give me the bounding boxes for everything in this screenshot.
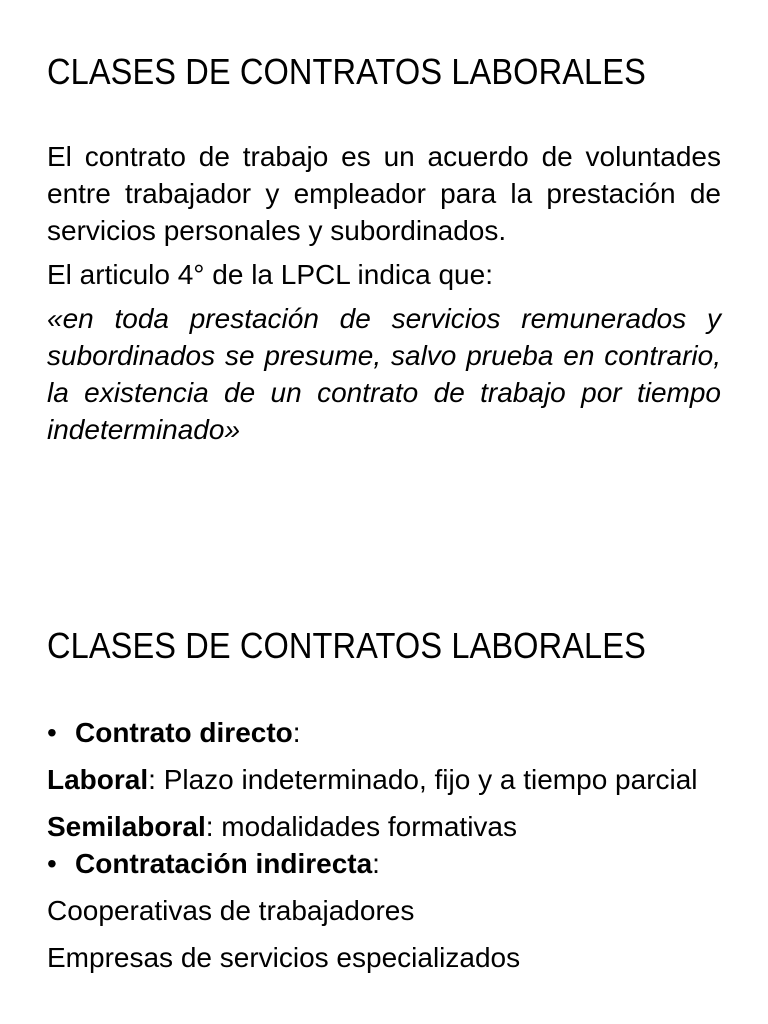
slide-body	[47, 714, 721, 976]
indirect-suffix: :	[372, 848, 380, 879]
semilaboral-line	[47, 808, 721, 845]
direct-label: Contrato directo	[75, 717, 293, 748]
indirect-label: Contratación indirecta	[75, 848, 373, 879]
bullet-icon: •	[47, 717, 57, 748]
bullet-item-direct	[47, 714, 721, 751]
article-quote: «en toda prestación de servicios remunerados y subordinados se presume, salvo prueba en contrario, la existencia de un contrato de trabajo por tiempo indeterminado»	[47, 303, 721, 445]
direct-suffix: :	[292, 717, 301, 748]
empresas-line: Empresas de servicios especializados	[47, 942, 521, 973]
laboral-line	[47, 761, 721, 798]
semilaboral-label: Semilaboral	[47, 811, 206, 842]
semilaboral-text: : modalidades formativas	[205, 811, 517, 842]
slide-title: CLASES DE CONTRATOS LABORALES	[47, 625, 646, 666]
slide-body	[47, 138, 721, 448]
article-intro: El articulo 4° de la LPCL indica que:	[47, 259, 493, 290]
laboral-label: Laboral	[47, 764, 149, 795]
slide-title: CLASES DE CONTRATOS LABORALES	[47, 51, 646, 92]
laboral-text: : Plazo indeterminado, fijo y a tiempo parcial	[148, 764, 698, 795]
bullet-item-indirect	[47, 845, 721, 882]
cooperativas-line: Cooperativas de trabajadores	[47, 895, 415, 926]
slide-2	[0, 576, 768, 1024]
bullet-icon: •	[47, 848, 57, 879]
definition-paragraph: El contrato de trabajo es un acuerdo de voluntades entre trabajador y empleador para la prestación de servicios personales y subordinados.	[47, 141, 721, 246]
